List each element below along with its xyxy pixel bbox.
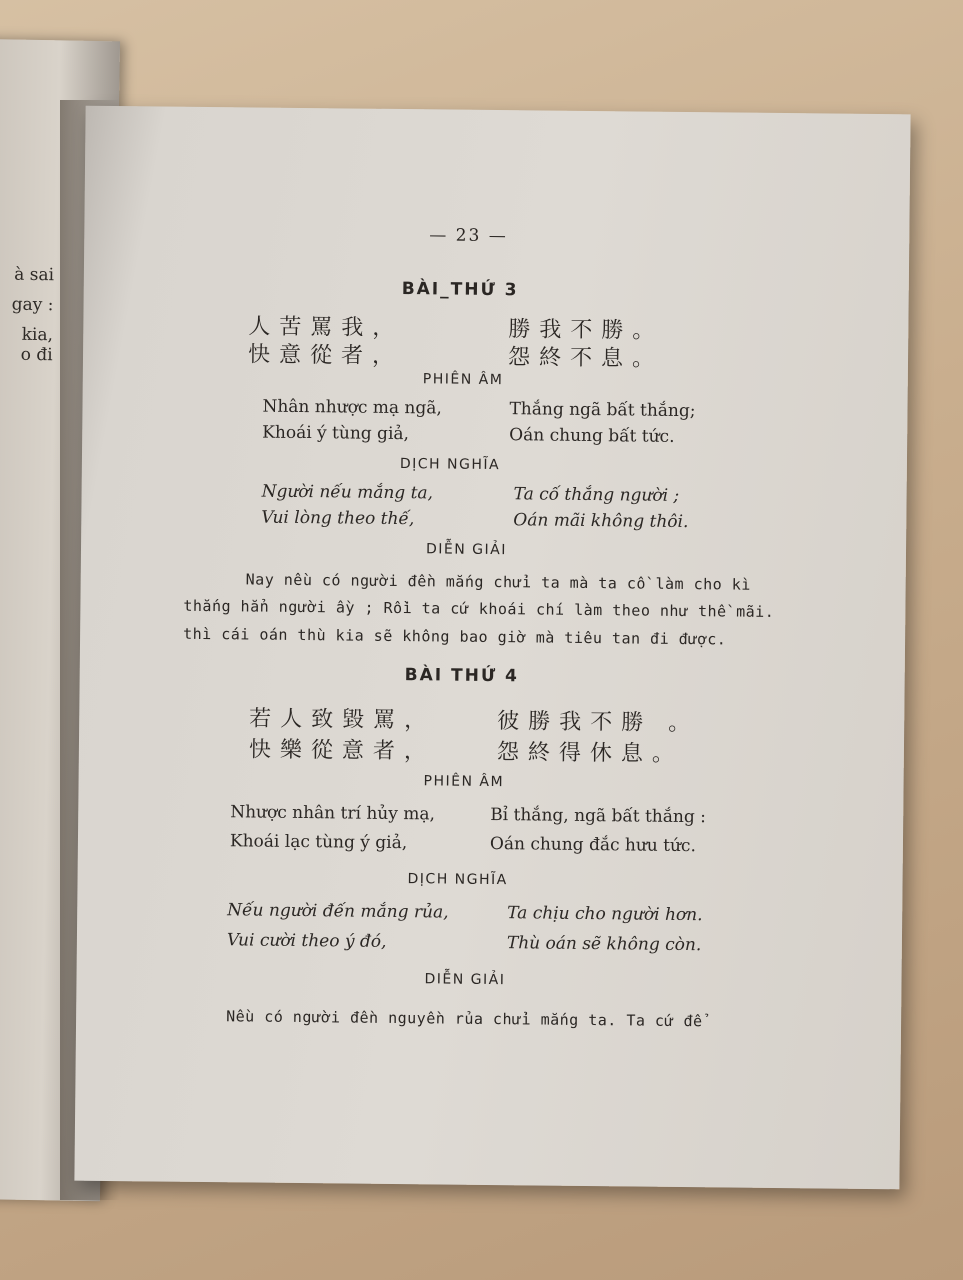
dich-nghia-heading: DỊCH NGHĨA — [407, 871, 508, 889]
phien-am-line: Bỉ thắng, ngã bất thắng : — [490, 804, 707, 828]
dien-giai-line: Nay nều có người đền mắng chửi ta mà ta cồ làm cho kì — [245, 570, 751, 594]
han-line: 快意從者， — [247, 342, 404, 370]
phien-am-line: Thắng ngã bất thắng; — [509, 399, 696, 422]
dich-nghia-line: Nếu người đến mắng rủa, — [227, 900, 449, 923]
phien-am-line: Nhược nhân trí hủy mạ, — [230, 802, 436, 825]
dich-nghia-line: Thù oán sẽ không còn. — [506, 933, 702, 956]
han-line: 快樂從意者， — [248, 737, 436, 765]
dien-giai-line: Nều có người đền nguyền rủa chửi mắng ta. Ta cứ để — [226, 1007, 703, 1031]
han-line: 人苦罵我， — [248, 314, 404, 342]
left-page-text: o đi — [20, 344, 53, 366]
phien-am-heading: PHIÊN ÂM — [422, 371, 504, 389]
dich-nghia-line: Ta chịu cho người hơn. — [507, 903, 703, 926]
phien-am-line: Oán chung đắc hưu tức. — [489, 833, 697, 857]
phien-am-heading: PHIÊN ÂM — [423, 773, 505, 791]
book-page — [74, 106, 910, 1190]
dich-nghia-line: Người nếu mắng ta, — [261, 481, 434, 504]
dien-giai-line: thắng hẳn người ầy ; Rồi ta cứ khoái chí làm theo như thề mãi. — [183, 596, 775, 621]
left-page-text: kia, — [21, 324, 54, 346]
han-line: 怨終得休息。 — [496, 740, 684, 767]
dich-nghia-heading: DỊCH NGHĨA — [399, 456, 501, 474]
dich-nghia-line: Oán mãi không thôi. — [513, 510, 689, 533]
phien-am-line: Khoái lạc tùng ý giả, — [229, 831, 408, 854]
page-number: — 23 — — [429, 225, 508, 247]
lesson-4-title: BÀI THỨ 4 — [404, 665, 519, 687]
han-line: 怨終不息。 — [507, 345, 664, 372]
han-line: 彼勝我不勝 。 — [497, 709, 700, 737]
han-line: 若人致毀罵， — [249, 706, 436, 734]
phien-am-line: Oán chung bất tức. — [509, 425, 675, 447]
phien-am-line: Khoái ý tùng giả, — [262, 422, 410, 445]
han-line: 勝我不勝。 — [508, 317, 664, 344]
dich-nghia-line: Ta cố thắng người ; — [513, 484, 680, 506]
dich-nghia-line: Vui cười theo ý đó, — [226, 930, 387, 952]
left-page-text: gay : — [11, 294, 54, 316]
dien-giai-heading: DIỄN GIẢI — [424, 971, 506, 989]
dien-giai-heading: DIỄN GIẢI — [425, 541, 507, 559]
dien-giai-line: thì cái oán thù kia sẽ không bao giờ mà tiêu tan đi được. — [183, 624, 727, 649]
left-page-text: à sai — [14, 264, 55, 286]
lesson-3-title: BÀI_THỨ 3 — [401, 279, 519, 301]
phien-am-line: Nhân nhược mạ ngã, — [262, 396, 442, 419]
dich-nghia-line: Vui lòng theo thế, — [261, 507, 415, 530]
